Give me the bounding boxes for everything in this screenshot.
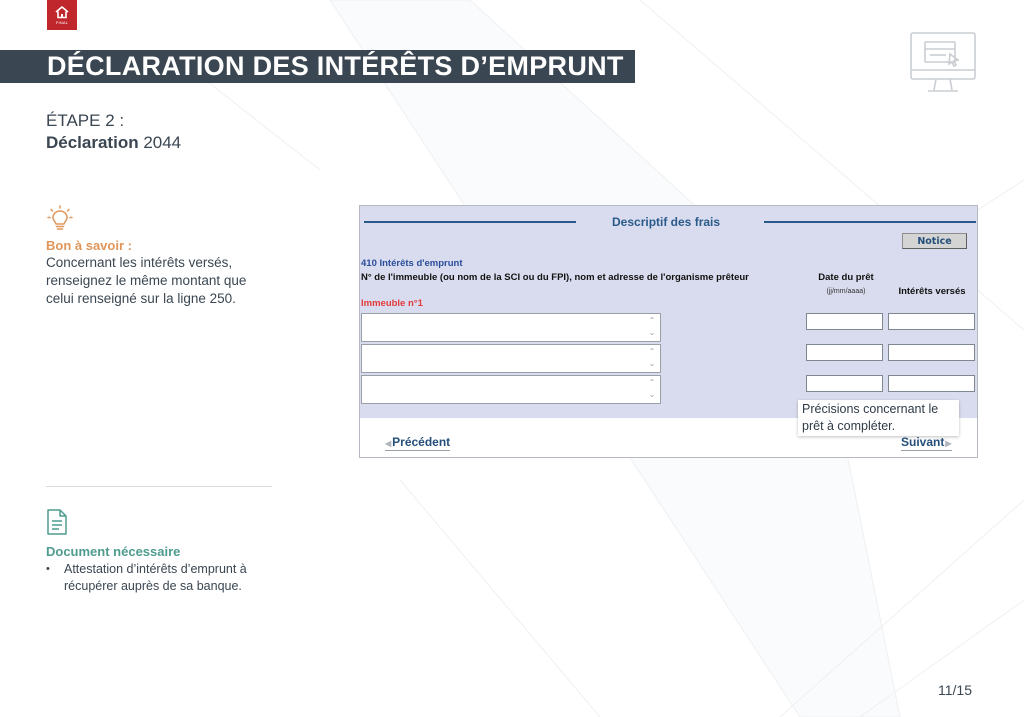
tooltip: Précisions concernant le prêt à compléter. xyxy=(798,400,959,436)
next-link[interactable] xyxy=(901,435,952,451)
step-name xyxy=(46,133,181,153)
interest-input-2[interactable] xyxy=(888,344,975,361)
documents-title: Document nécessaire xyxy=(46,544,181,559)
page-number: 11/15 xyxy=(938,682,972,698)
tip-block xyxy=(46,238,276,308)
documents-list xyxy=(46,561,276,595)
previous-link[interactable] xyxy=(385,435,450,451)
header-rule-right xyxy=(764,221,976,223)
notice-button[interactable]: Notice xyxy=(902,233,967,249)
home-badge-label: FINAL xyxy=(55,20,69,25)
lender-textarea-1[interactable] xyxy=(361,313,661,342)
next-label: Suivant xyxy=(901,435,945,449)
tip-body: Concernant les intérêts versés, renseignez le même montant que celui renseigné sur la ligne 250. xyxy=(46,255,247,306)
tip-title: Bon à savoir : xyxy=(46,238,132,253)
page-title: DÉCLARATION DES INTÉRÊTS D’EMPRUNT xyxy=(47,51,624,81)
triangle-left-icon: ◀ xyxy=(385,439,392,448)
list-item: • Attestation d’intérêts d’emprunt à récupérer auprès de sa banque. xyxy=(46,561,256,595)
loan-date-input-1[interactable] xyxy=(806,313,883,330)
triangle-right-icon: ▶ xyxy=(945,439,952,448)
column-date-format: (jj/mm/aaaa) xyxy=(826,288,866,295)
monitor-form-icon xyxy=(908,30,978,98)
interest-input-3[interactable] xyxy=(888,375,975,392)
step-block xyxy=(46,111,181,153)
scroll-arrows-icon: ⌃ ⌄ xyxy=(648,378,656,399)
interest-input-1[interactable] xyxy=(888,313,975,330)
column-date-header: Date du prêt xyxy=(818,272,874,283)
step-name-rest: 2044 xyxy=(138,133,182,152)
title-bar xyxy=(0,50,635,83)
divider xyxy=(46,486,272,487)
step-name-bold: Déclaration xyxy=(46,133,139,152)
lightbulb-icon xyxy=(46,205,74,233)
home-icon xyxy=(54,5,70,19)
header-rule-left xyxy=(364,221,576,223)
home-badge[interactable] xyxy=(47,0,77,30)
form-body xyxy=(360,206,977,418)
scroll-arrows-icon: ⌃ ⌄ xyxy=(648,347,656,368)
loan-date-input-2[interactable] xyxy=(806,344,883,361)
form-screenshot xyxy=(359,205,978,458)
lender-textarea-2[interactable] xyxy=(361,344,661,373)
building-label: Immeuble n°1 xyxy=(361,298,423,309)
step-label: ÉTAPE 2 : xyxy=(46,111,125,130)
previous-label: Précédent xyxy=(392,435,451,449)
loan-date-input-3[interactable] xyxy=(806,375,883,392)
document-icon xyxy=(46,508,68,536)
form-header-title: Descriptif des frais xyxy=(612,215,721,229)
section-description: N° de l'immeuble (ou nom de la SCI ou du FPI), nom et adresse de l'organisme prêteur xyxy=(361,272,749,283)
section-code: 410 Intérêts d'emprunt xyxy=(361,258,463,269)
scroll-arrows-icon: ⌃ ⌄ xyxy=(648,316,656,337)
column-interest-header: Intérêts versés xyxy=(898,286,966,297)
lender-textarea-3[interactable] xyxy=(361,375,661,404)
documents-block xyxy=(46,544,276,595)
